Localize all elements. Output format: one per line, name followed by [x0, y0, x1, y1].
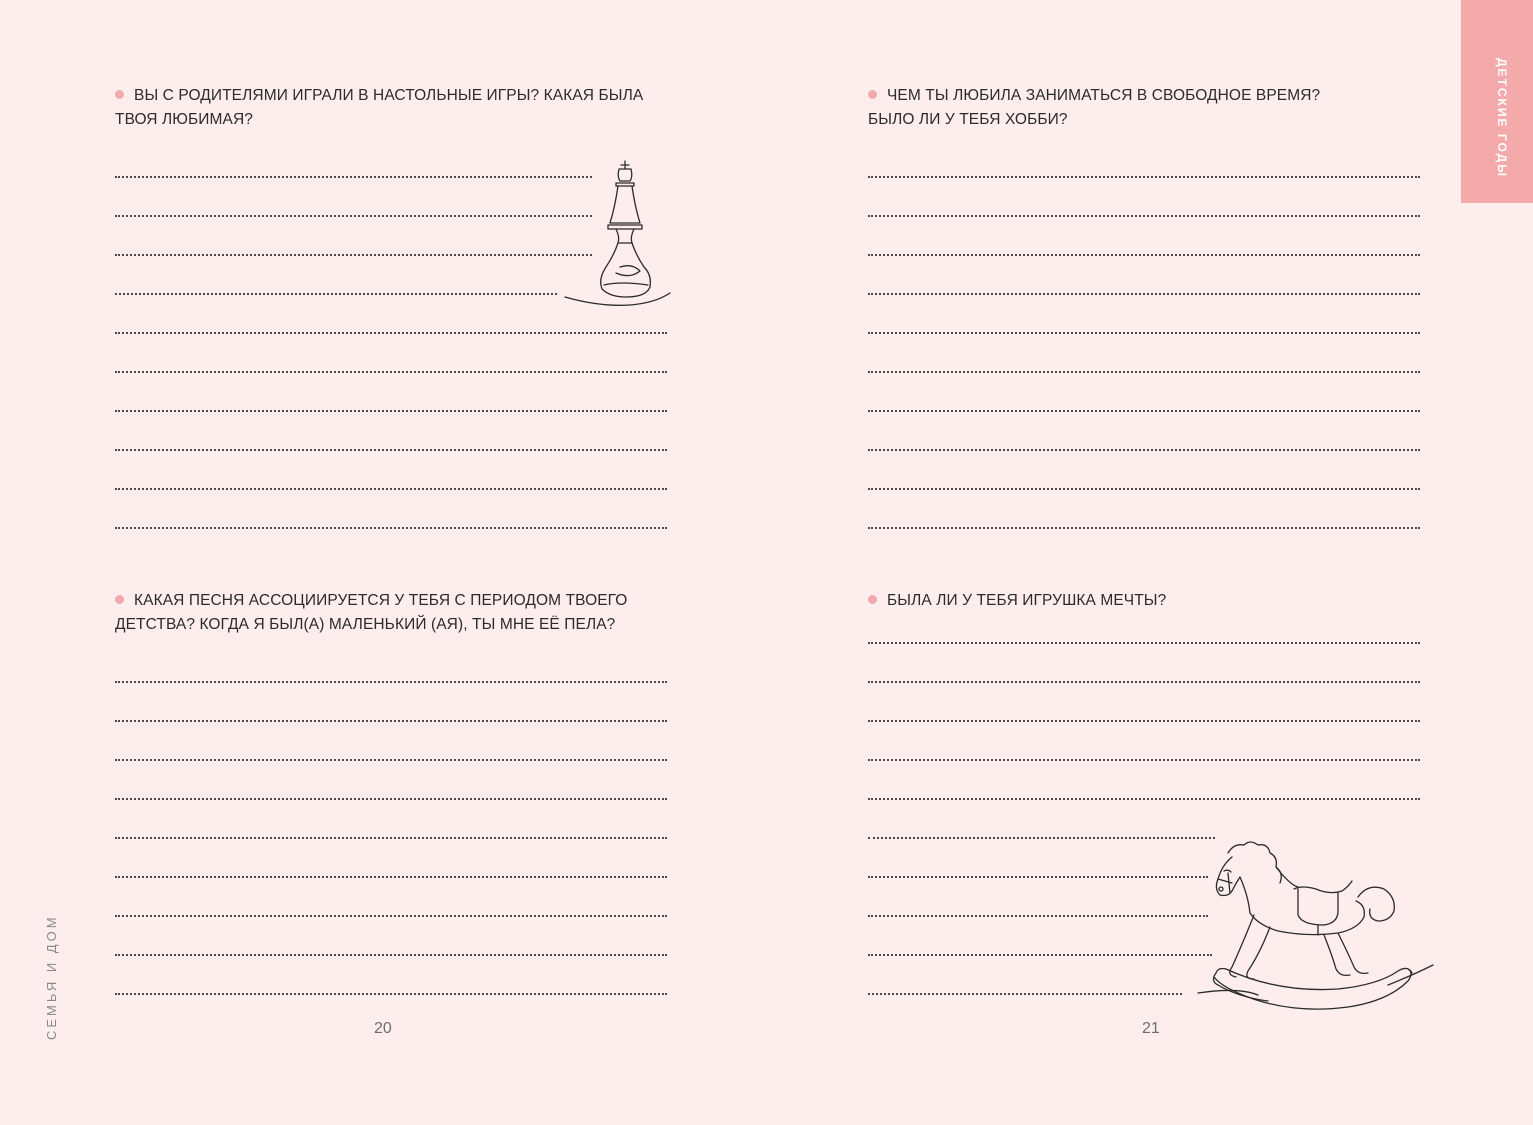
- answer-line[interactable]: [868, 410, 1420, 412]
- answer-line[interactable]: [868, 527, 1420, 529]
- answer-line[interactable]: [115, 681, 667, 683]
- chess-king-icon: [560, 155, 675, 315]
- question-text-line-2: ДЕТСТВА? КОГДА Я БЫЛ(А) МАЛЕНЬКИЙ (АЯ), ТЫ МНЕ ЕЁ ПЕЛА?: [115, 616, 616, 633]
- answer-line[interactable]: [868, 488, 1420, 490]
- right-page: [766, 0, 1533, 1125]
- section-tab-label: ДЕТСКИЕ ГОДЫ: [1495, 58, 1509, 178]
- answer-line[interactable]: [115, 720, 667, 722]
- answer-line[interactable]: [115, 915, 667, 917]
- answer-line[interactable]: [115, 488, 667, 490]
- answer-line[interactable]: [115, 410, 667, 412]
- answer-line[interactable]: [115, 215, 592, 217]
- rocking-horse-icon: [1198, 835, 1438, 1025]
- question-text-line-1: ЧЕМ ТЫ ЛЮБИЛА ЗАНИМАТЬСЯ В СВОБОДНОЕ ВРЕМЯ?: [887, 87, 1321, 104]
- page-number: 20: [374, 1020, 392, 1037]
- page-number: 21: [1142, 1020, 1160, 1037]
- answer-line[interactable]: [115, 332, 667, 334]
- question-dream-toy: [868, 589, 1166, 613]
- answer-line[interactable]: [868, 681, 1420, 683]
- answer-line[interactable]: [868, 759, 1420, 761]
- answer-line[interactable]: [868, 449, 1420, 451]
- book-section-label: СЕМЬЯ И ДОМ: [44, 914, 59, 1040]
- question-text-line-2: БЫЛО ЛИ У ТЕБЯ ХОББИ?: [868, 111, 1068, 128]
- answer-line[interactable]: [868, 332, 1420, 334]
- answer-line[interactable]: [115, 798, 667, 800]
- question-free-time: [868, 84, 1320, 132]
- bullet-icon: [115, 90, 124, 99]
- answer-line[interactable]: [868, 876, 1208, 878]
- answer-line[interactable]: [868, 915, 1208, 917]
- answer-line[interactable]: [868, 642, 1420, 644]
- bullet-icon: [868, 595, 877, 604]
- answer-line[interactable]: [115, 759, 667, 761]
- answer-line[interactable]: [868, 993, 1182, 995]
- answer-line[interactable]: [868, 954, 1212, 956]
- answer-line[interactable]: [115, 176, 592, 178]
- answer-line[interactable]: [115, 954, 667, 956]
- answer-line[interactable]: [115, 993, 667, 995]
- question-text-line-1: ВЫ С РОДИТЕЛЯМИ ИГРАЛИ В НАСТОЛЬНЫЕ ИГРЫ? КАКАЯ БЫЛА: [134, 87, 644, 104]
- left-page: [0, 0, 766, 1125]
- answer-line[interactable]: [115, 449, 667, 451]
- answer-line[interactable]: [868, 371, 1420, 373]
- answer-line[interactable]: [868, 215, 1420, 217]
- question-board-games: [115, 84, 643, 132]
- question-childhood-song: [115, 589, 627, 637]
- answer-line[interactable]: [868, 720, 1420, 722]
- answer-line[interactable]: [115, 837, 667, 839]
- answer-line[interactable]: [868, 176, 1420, 178]
- answer-line[interactable]: [115, 254, 592, 256]
- bullet-icon: [115, 595, 124, 604]
- question-text-line-1: БЫЛА ЛИ У ТЕБЯ ИГРУШКА МЕЧТЫ?: [887, 592, 1167, 609]
- bullet-icon: [868, 90, 877, 99]
- answer-line[interactable]: [868, 254, 1420, 256]
- answer-line[interactable]: [868, 837, 1215, 839]
- answer-line[interactable]: [868, 798, 1420, 800]
- answer-line[interactable]: [115, 371, 667, 373]
- answer-line[interactable]: [115, 527, 667, 529]
- question-text-line-2: ТВОЯ ЛЮБИМАЯ?: [115, 111, 254, 128]
- answer-line[interactable]: [115, 293, 557, 295]
- question-text-line-1: КАКАЯ ПЕСНЯ АССОЦИИРУЕТСЯ У ТЕБЯ С ПЕРИОДОМ ТВОЕГО: [134, 592, 628, 609]
- answer-line[interactable]: [868, 293, 1420, 295]
- section-tab: [1461, 0, 1533, 203]
- answer-line[interactable]: [115, 876, 667, 878]
